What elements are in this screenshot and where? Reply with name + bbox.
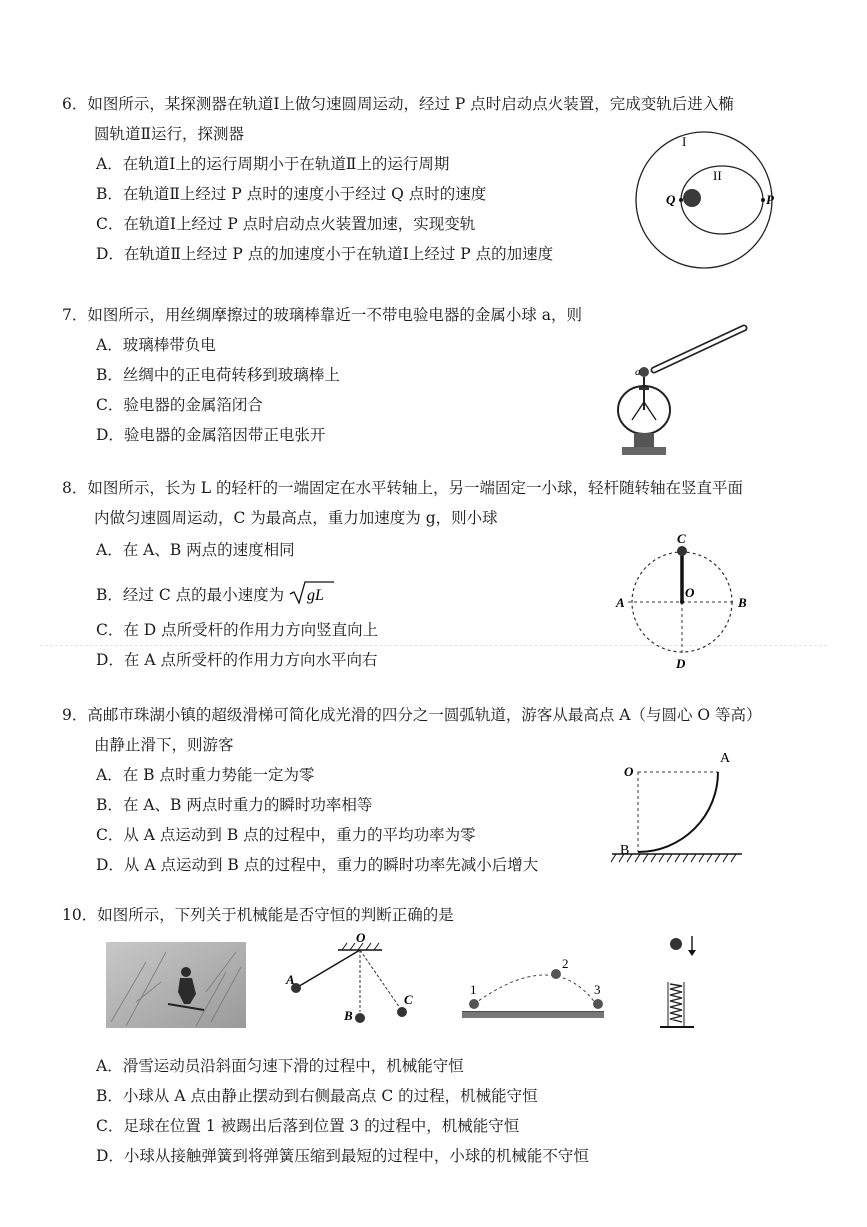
sqrt-expr: gL [307, 587, 324, 604]
q10-option-b: B．小球从 A 点由静止摆动到右侧最高点 C 的过程，机械能守恒 [96, 1087, 538, 1105]
label-c: C [404, 992, 413, 1007]
label-2: 2 [562, 956, 569, 971]
q9-option-c: C．从 A 点运动到 B 点的过程中，重力的平均功率为零 [96, 826, 476, 844]
q8-option-d: D．在 A 点所受杆的作用力方向水平向右 [96, 651, 378, 669]
label-b: B [344, 1008, 353, 1023]
q6-option-a: A．在轨道Ⅰ上的运行周期小于在轨道Ⅱ上的运行周期 [96, 155, 450, 173]
q9-option-b: B．在 A、B 两点时重力的瞬时功率相等 [96, 796, 373, 814]
label-d: D [676, 656, 686, 671]
ball-c [397, 1007, 407, 1017]
ball-a-label: a [635, 366, 641, 378]
q6-stem-line1: 6．如图所示，某探测器在轨道Ⅰ上做匀速圆周运动，经过 P 点时启动点火装置，完成变轨后进入椭 [62, 95, 734, 113]
q7-option-b: B．丝绸中的正电荷转移到玻璃棒上 [96, 366, 340, 384]
q10-option-d: D．小球从接触弹簧到将弹簧压缩到最短的过程中，小球的机械能不守恒 [96, 1147, 589, 1165]
falling-ball [670, 938, 682, 950]
point-p-label: P [766, 192, 774, 207]
ball-pos-2 [551, 969, 561, 979]
q9-slide-diagram [610, 744, 750, 866]
q10-option-c: C．足球在位置 1 被踢出后落到位置 3 的过程中，机械能守恒 [96, 1117, 520, 1135]
q6-stem-line2: 圆轨道Ⅱ运行，探测器 [94, 125, 245, 143]
q6-option-b: B．在轨道Ⅱ上经过 P 点时的速度小于经过 Q 点时的速度 [96, 185, 487, 203]
orbit-I-label: I [682, 134, 687, 149]
point-p-dot [761, 198, 765, 202]
pendulum-diagram [282, 932, 422, 1032]
q6-option-c: C．在轨道Ⅰ上经过 P 点时启动点火装置加速，实现变轨 [96, 215, 476, 233]
q7-stem: 7．如图所示，用丝绸摩擦过的玻璃棒靠近一不带电验电器的金属小球 a，则 [62, 306, 583, 324]
label-3: 3 [594, 982, 601, 997]
quarter-arc-track [638, 772, 718, 852]
metal-ball [639, 367, 649, 377]
ball-pos-1 [469, 999, 479, 1009]
label-o: O [356, 930, 366, 945]
spring [670, 984, 682, 1022]
q7-option-c: C．验电器的金属箔闭合 [96, 396, 263, 414]
q8-option-b [96, 580, 335, 606]
q6-orbit-diagram [626, 128, 786, 278]
string-to-a [296, 950, 360, 988]
string-to-c [360, 950, 400, 1008]
foil-leaf-left [632, 402, 644, 420]
label-b: B [620, 843, 630, 858]
orbit-I-circle [636, 132, 772, 268]
ball-at-c [677, 546, 687, 556]
planet [683, 189, 701, 207]
label-a: A [720, 751, 731, 766]
q7-option-d: D．验电器的金属箔因带正电张开 [96, 426, 326, 444]
foil-leaf-right [644, 402, 656, 420]
q8-option-a: A．在 A、B 两点的速度相同 [96, 541, 295, 559]
sqrt-gL [289, 580, 335, 606]
label-o: O [624, 764, 634, 779]
q9-option-d: D．从 A 点运动到 B 点的过程中，重力的瞬时功率先减小后增大 [96, 856, 539, 874]
q7-option-a: A．玻璃棒带负电 [96, 336, 216, 354]
ball-b [355, 1013, 365, 1023]
label-b: B [738, 595, 747, 610]
label-a: A [286, 972, 295, 987]
q8-option-c: C．在 D 点所受杆的作用力方向竖直向上 [96, 621, 379, 639]
spring-diagram [652, 932, 712, 1032]
ball-pos-3 [593, 999, 603, 1009]
skier-photo [106, 942, 246, 1028]
label-1: 1 [470, 982, 477, 997]
label-c: C [677, 531, 686, 546]
q8-option-b-text: B．经过 C 点的最小速度为 [96, 586, 285, 604]
q7-electroscope-diagram [636, 318, 756, 463]
label-o: O [685, 585, 695, 600]
trajectory [474, 975, 596, 1004]
axis-o [680, 600, 684, 604]
q10-option-a: A．滑雪运动员沿斜面匀速下滑的过程中，机械能守恒 [96, 1057, 464, 1075]
q9-stem-line1: 9．高邮市珠湖小镇的超级滑梯可简化成光滑的四分之一圆弧轨道，游客从最高点 A（与圆心 O 等高） [62, 706, 762, 724]
point-q-dot [679, 198, 683, 202]
q9-option-a: A．在 B 点时重力势能一定为零 [96, 766, 315, 784]
football-diagram [458, 952, 608, 1026]
q10-stem: 10．如图所示，下列关于机械能是否守恒的判断正确的是 [62, 906, 454, 924]
label-a: A [616, 595, 625, 610]
orbit-II-label: II [713, 168, 722, 183]
q6-option-d: D．在轨道Ⅱ上经过 P 点的加速度小于在轨道Ⅰ上经过 P 点的加速度 [96, 245, 554, 263]
q8-circle-diagram [614, 532, 754, 672]
q9-stem-line2: 由静止滑下，则游客 [94, 736, 234, 754]
q8-stem-line1: 8．如图所示，长为 L 的轻杆的一端固定在水平转轴上，另一端固定一小球，轻杆随转轴在竖直平面 [62, 479, 744, 497]
q8-stem-line2: 内做匀速圆周运动，C 为最高点，重力加速度为 g，则小球 [94, 509, 498, 527]
point-q-label: Q [666, 192, 676, 207]
